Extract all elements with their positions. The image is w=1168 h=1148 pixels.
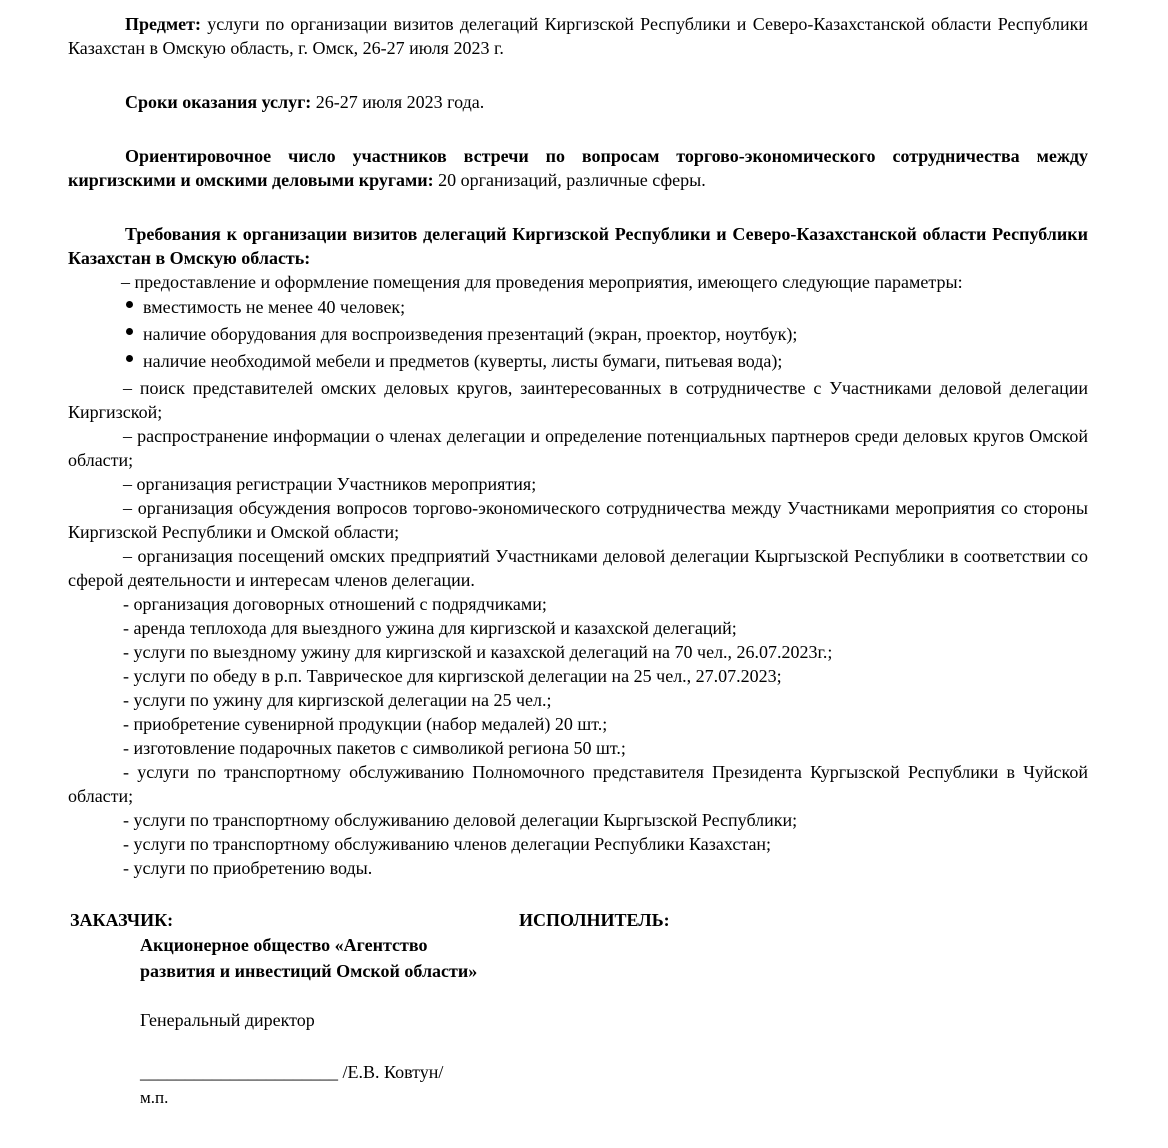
- requirements-heading: Требования к организации визитов делегаций Киргизской Республики и Северо-Казахстанской области Республики Казахстан в Омскую область:: [68, 224, 1088, 268]
- list-item: – организация посещений омских предприятий Участниками деловой делегации Кыргызской Республики в соответствии со сферой деятельности и интересам членов делегации.: [68, 546, 1088, 590]
- customer-label: ЗАКАЗЧИК:: [70, 910, 174, 930]
- list-item: наличие необходимой мебели и предметов (куверты, листы бумаги, питьевая вода);: [68, 349, 1088, 373]
- list-item: – распространение информации о членах делегации и определение потенциальных партнеров среди деловых кругов Омской области;: [68, 426, 1088, 470]
- list-item: - услуги по транспортному обслуживанию Полномочного представителя Президента Кургызской Республики в Чуйской области;: [68, 762, 1088, 806]
- list-item: - приобретение сувенирной продукции (набор медалей) 20 шт.;: [123, 714, 608, 734]
- bullet-icon: [126, 301, 133, 308]
- list-item: – организация обсуждения вопросов торгово-экономического сотрудничества между Участниками мероприятия со стороны Киргизской Республики и Омской области;: [68, 498, 1088, 542]
- list-item: - изготовление подарочных пакетов с символикой региона 50 шт.;: [123, 738, 626, 758]
- list-item: - услуги по обеду в р.п. Таврическое для киргизской делегации на 25 чел., 27.07.2023;: [123, 666, 782, 686]
- executor-label: ИСПОЛНИТЕЛЬ:: [519, 910, 670, 930]
- list-item: - аренда теплохода для выездного ужина для киргизской и казахской делегаций;: [123, 618, 737, 638]
- customer-position: Генеральный директор: [140, 1010, 315, 1030]
- terms-label: Сроки оказания услуг:: [125, 92, 312, 112]
- requirements-intro: – предоставление и оформление помещения для проведения мероприятия, имеющего следующие параметры:: [121, 272, 963, 292]
- list-item: вместимость не менее 40 человек;: [68, 295, 1088, 319]
- list-item: - услуги по транспортному обслуживанию деловой делегации Кыргызской Республики;: [123, 810, 798, 830]
- stamp-mark: м.п.: [140, 1088, 169, 1107]
- bullet-list: [68, 295, 1088, 373]
- terms-text: 26-27 июля 2023 года.: [311, 92, 485, 112]
- bullet-icon: [126, 328, 133, 335]
- subject-text: услуги по организации визитов делегаций Киргизской Республики и Северо-Казахстанской области Республики Казахстан в Омскую область, г. Омск, 26-27 июля 2023 г.: [68, 14, 1088, 58]
- participants-text: 20 организаций, различные сферы.: [433, 170, 706, 190]
- list-item: - услуги по транспортному обслуживанию членов делегации Республики Казахстан;: [123, 834, 772, 854]
- participants-label: Ориентировочное число участников встречи по вопросам торгово-экономического сотрудничества между киргизскими и омскими деловыми кругами:: [68, 146, 1088, 190]
- list-item: – организация регистрации Участников мероприятия;: [123, 474, 537, 494]
- customer-organization: Акционерное общество «Агентство развития и инвестиций Омской области»: [140, 935, 478, 981]
- list-item: – поиск представителей омских деловых кругов, заинтересованных в сотрудничестве с Участниками деловой делегации Киргизской;: [68, 378, 1088, 422]
- bullet-icon: [126, 355, 133, 362]
- subject-label: Предмет:: [125, 14, 201, 34]
- participants-paragraph: [68, 144, 1088, 192]
- list-item: - организация договорных отношений с подрядчиками;: [123, 594, 547, 614]
- subject-paragraph: [68, 12, 1088, 60]
- signature-line: ______________________ /Е.В. Ковтун/: [140, 1062, 444, 1082]
- list-item: наличие оборудования для воспроизведения презентаций (экран, проектор, ноутбук);: [68, 322, 1088, 346]
- terms-paragraph: [68, 90, 1088, 114]
- list-item: - услуги по ужину для киргизской делегации на 25 чел.;: [123, 690, 552, 710]
- list-item: - услуги по приобретению воды.: [123, 858, 373, 878]
- document-body: [68, 12, 1088, 880]
- list-item: - услуги по выездному ужину для киргизской и казахской делегаций на 70 чел., 26.07.2023г.;: [123, 642, 833, 662]
